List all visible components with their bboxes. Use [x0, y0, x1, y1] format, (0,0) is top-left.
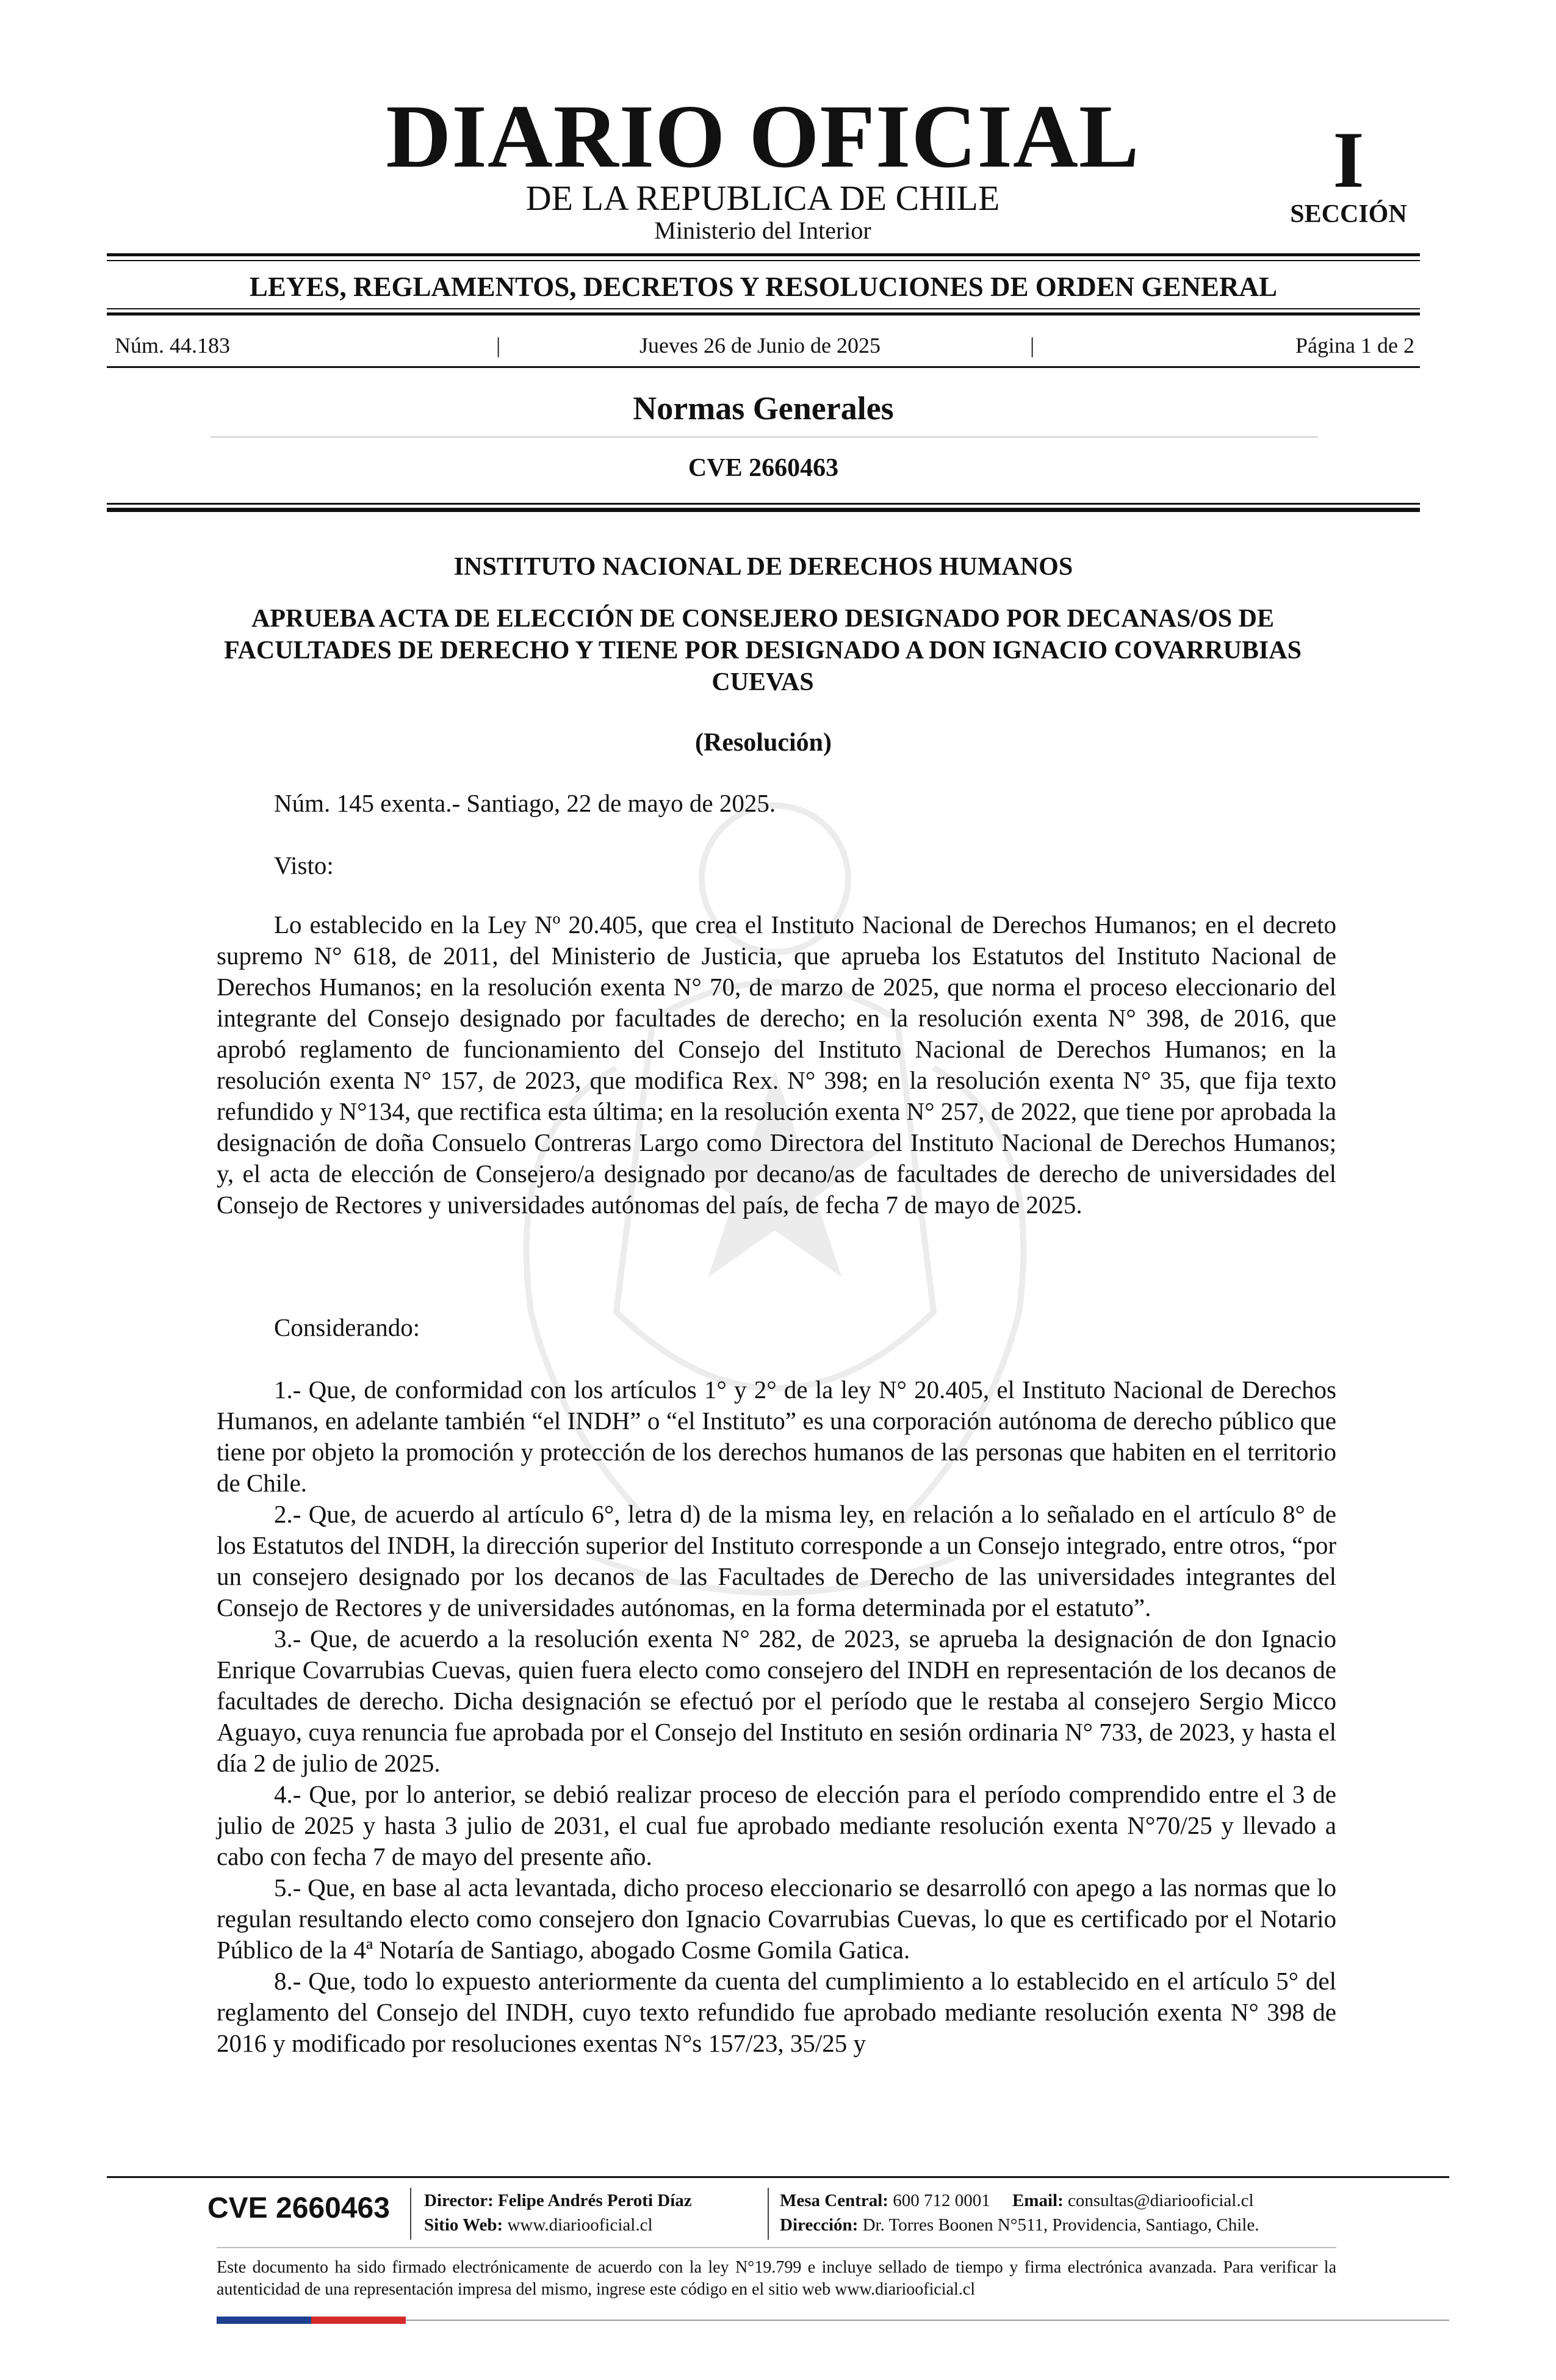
- flag-stripe-blue: [217, 2317, 311, 2324]
- considerando-paragraph: 1.- Que, de conformidad con los artículos 1° y 2° de la ley N° 20.405, el Instituto Nacional de Derechos Humanos, en adelante también “el INDH” o “el Instituto” es una corporación autónoma de derecho público que tiene por objeto la promoción y protección de los derechos humanos de las personas que habiten en el territorio de Chile.: [217, 1376, 1336, 1497]
- visto-paragraph: Lo establecido en la Ley Nº 20.405, que crea el Instituto Nacional de Derechos Humanos; en el decreto supremo N° 618, de 2011, del Ministerio de Justicia, que aprueba los Estatutos del Instituto Nacional de Derechos Humanos; en la resolución exenta N° 70, de marzo de 2025, que norma el proceso eleccionario del integrante del Consejo designado por facultades de derecho; en la resolución exenta N° 398, de 2016, que aprobó reglamento de funcionamiento del Consejo del Instituto Nacional de Derechos Humanos; en la resolución exenta N° 157, de 2023, que modifica Rex. N° 398; en la resolución exenta N° 35, que fija texto refundido y N°134, que rectifica esta última; en la resolución exenta N° 257, de 2022, que tiene por aprobada la designación de doña Consuelo Contreras Largo como Directora del Instituto Nacional de Derechos Humanos; y, el acta de elección de Consejero/a designado por decano/as de facultades de derecho de universidades del Consejo de Rectores y universidades autónomas del país, de fecha 7 de mayo de 2025.: [217, 911, 1336, 1219]
- address-label: Dirección:: [780, 2215, 859, 2235]
- footer-website: [424, 2216, 653, 2234]
- newspaper-title: DIARIO OFICIAL: [386, 87, 1140, 187]
- footer-contact: [780, 2192, 1254, 2210]
- footer-divider: [217, 2247, 1336, 2248]
- phone-number: 600 712 0001: [893, 2191, 990, 2210]
- info-rule: [107, 366, 1420, 368]
- category-line: LEYES, REGLAMENTOS, DECRETOS Y RESOLUCIONES DE ORDEN GENERAL: [249, 272, 1278, 302]
- considerandos-block: [217, 1374, 1336, 2059]
- info-separator: |: [1030, 333, 1035, 358]
- website-label: Sitio Web:: [424, 2215, 503, 2235]
- footer-rule: [107, 2176, 1449, 2178]
- footer-director: [424, 2192, 692, 2210]
- institution-name: INSTITUTO NACIONAL DE DERECHOS HUMANOS: [453, 553, 1073, 581]
- newspaper-subtitle: DE LA REPUBLICA DE CHILE: [525, 178, 1000, 218]
- section-label: SECCIÓN: [1290, 200, 1407, 228]
- header-rule-thick: [107, 508, 1420, 512]
- footer-address: [780, 2216, 1259, 2234]
- website-link[interactable]: www.diariooficial.cl: [507, 2215, 653, 2235]
- considerando-paragraph: 3.- Que, de acuerdo a la resolución exenta N° 282, de 2023, se aprueba la designación de don Ignacio Enrique Covarrubias Cuevas, quien fuera electo como consejero del INDH en representación de los decanos de facultades de derecho. Dicha designación se efectuó por el período que le restaba al consejero Sergio Micco Aguayo, cuya renuncia fue aprobada por el Consejo del Instituto en sesión ordinaria N° 733, de 2023, y hasta el día 2 de julio de 2025.: [217, 1625, 1336, 1777]
- considerando-label: Considerando:: [274, 1313, 420, 1341]
- section-divider: [211, 436, 1318, 438]
- category-rule-thin: [107, 308, 1420, 309]
- issue-number: Núm. 44.183: [115, 333, 230, 358]
- header-rule-thin: [107, 503, 1420, 505]
- page-indicator: Página 1 de 2: [1295, 333, 1414, 358]
- issue-date: Jueves 26 de Junio de 2025: [639, 333, 881, 358]
- footer-separator: [410, 2188, 411, 2240]
- footer-cve-code: CVE 2660463: [207, 2192, 390, 2224]
- ministry-label: Ministerio del Interior: [654, 217, 871, 244]
- visto-label: Visto:: [274, 851, 334, 879]
- resolution-number-line: Núm. 145 exenta.- Santiago, 22 de mayo de 2025.: [274, 789, 776, 817]
- considerando-paragraph: 5.- Que, en base al acta levantada, dicho proceso eleccionario se desarrolló con apego a las normas que lo regulan resultando electo como consejero don Ignacio Covarrubias Cuevas, lo que es certificado por el Notario Público de la 4ª Notaría de Santiago, abogado Cosme Gomila Gatica.: [217, 1873, 1336, 1964]
- email-link[interactable]: consultas@diariooficial.cl: [1068, 2191, 1254, 2210]
- director-name: Felipe Andrés Peroti Díaz: [498, 2191, 692, 2210]
- resolution-type: (Resolución): [695, 729, 832, 757]
- masthead-rule-thick: [107, 253, 1420, 256]
- category-rule-thick: [107, 312, 1420, 316]
- signature-disclaimer: Este documento ha sido firmado electrónicamente de acuerdo con la ley N°19.799 e incluye sellado de tiempo y firma electrónica avanzada. Para verificar la autenticidad de una representación impresa del mismo, ingrese este código en el sitio web www.diariooficial.cl: [217, 2258, 1336, 2299]
- email-label: Email:: [1012, 2191, 1064, 2210]
- footer-separator: [768, 2188, 769, 2240]
- director-label: Director:: [424, 2191, 494, 2210]
- info-separator: |: [496, 333, 501, 358]
- address-value: Dr. Torres Boonen N°511, Providencia, Santiago, Chile.: [862, 2215, 1259, 2235]
- considerando-paragraph: 4.- Que, por lo anterior, se debió realizar proceso de elección para el período comprendido entre el 3 de julio de 2025 y hasta 3 julio de 2031, el cual fue aprobado mediante resolución exenta N°70/25 y llevado a cabo con fecha 7 de mayo del presente año.: [217, 1780, 1336, 1870]
- document-title: APRUEBA ACTA DE ELECCIÓN DE CONSEJERO DESIGNADO POR DECANAS/OS DE FACULTADES DE DERECHO Y TIENE POR DESIGNADO A DON IGNACIO COVARRUBIAS CUEVAS: [224, 605, 1302, 696]
- section-numeral: I: [1333, 115, 1364, 204]
- footer-bottom-rule: [406, 2320, 1449, 2321]
- visto-text-block: [217, 909, 1336, 1221]
- considerando-paragraph: 2.- Que, de acuerdo al artículo 6°, letra d) de la misma ley, en relación a lo señalado en el artículo 8° de los Estatutos del INDH, la dirección superior del Instituto corresponde a un Consejo integrado, entre otros, “por un consejero designado por los decanos de las Facultades de Derecho de las universidades integrantes del Consejo de Rectores y de universidades autónomas, en la forma determinada por el estatuto”.: [217, 1500, 1336, 1621]
- flag-stripe-red: [311, 2317, 406, 2324]
- masthead-rule-thin: [107, 260, 1420, 261]
- phone-label: Mesa Central:: [780, 2191, 888, 2210]
- section-heading: Normas Generales: [633, 390, 894, 427]
- cve-code: CVE 2660463: [688, 454, 839, 482]
- considerando-paragraph: 8.- Que, todo lo expuesto anteriormente da cuenta del cumplimiento a lo establecido en el artículo 5° del reglamento del Consejo del INDH, cuyo texto refundido fue aprobado mediante resolución exenta N° 398 de 2016 y modificado por resoluciones exentas N°s 157/23, 35/25 y: [217, 1967, 1336, 2057]
